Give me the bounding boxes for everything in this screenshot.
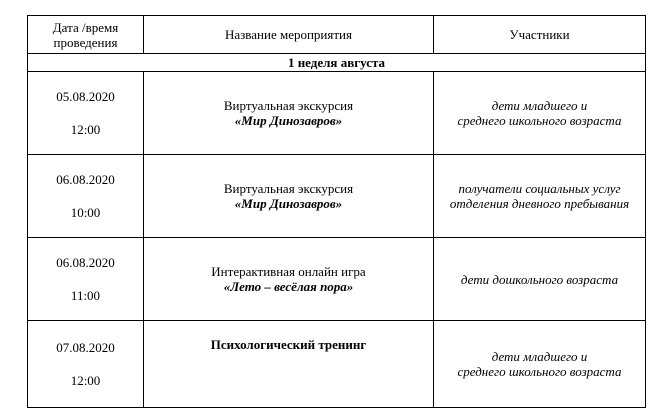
table-row [28, 321, 646, 408]
event-participants-line1: дети младшего и [491, 98, 588, 113]
event-participants-line1: получатели социальных услуг [458, 181, 621, 196]
event-kind: Интерактивная онлайн игра [211, 264, 366, 279]
event-title: «Мир Динозавров» [234, 113, 343, 128]
schedule-table-wrapper [27, 15, 646, 408]
table-row [28, 238, 646, 321]
event-date: 06.08.2020 [56, 172, 115, 187]
schedule-table [27, 15, 646, 408]
header-date-time-line2: проведения [53, 34, 118, 50]
event-participants-line1: дети дошкольного возраста [460, 271, 619, 287]
header-event-name: Название мероприятия [144, 16, 434, 54]
event-time: 11:00 [70, 288, 101, 303]
event-date: 06.08.2020 [56, 255, 115, 270]
event-participants-cell [434, 72, 646, 155]
event-participants-cell [434, 238, 646, 321]
event-date-cell [28, 72, 144, 155]
event-date-cell [28, 321, 144, 408]
event-kind: Виртуальная экскурсия [223, 181, 354, 196]
event-date: 05.08.2020 [56, 89, 115, 104]
event-title: «Мир Динозавров» [234, 196, 343, 211]
event-title: «Лето – весёлая пора» [223, 279, 354, 294]
event-date-cell [28, 155, 144, 238]
event-time: 12:00 [70, 373, 101, 388]
table-header-row [28, 16, 646, 54]
header-participants: Участники [434, 16, 646, 54]
event-participants-line2: среднего школьного возраста [457, 113, 622, 128]
event-date: 07.08.2020 [56, 340, 115, 355]
event-participants-line2: отделения дневного пребывания [449, 196, 630, 211]
event-name-cell [144, 155, 434, 238]
header-date-time [28, 16, 144, 54]
table-row [28, 72, 646, 155]
event-date-cell [28, 238, 144, 321]
event-participants-line1: дети младшего и [491, 349, 588, 364]
event-participants-cell [434, 155, 646, 238]
event-name-cell [144, 238, 434, 321]
table-row [28, 155, 646, 238]
week-row [28, 54, 646, 72]
event-name-cell [144, 72, 434, 155]
event-kind: Виртуальная экскурсия [223, 98, 354, 113]
event-time: 12:00 [70, 122, 101, 137]
event-participants-cell [434, 321, 646, 408]
event-time: 10:00 [70, 205, 101, 220]
header-date-time-line1: Дата /время [52, 19, 119, 35]
event-participants-line2: среднего школьного возраста [457, 364, 622, 379]
event-name-cell [144, 321, 434, 408]
event-title: Психологический тренинг [210, 337, 367, 352]
week-label: 1 неделя августа [28, 54, 646, 72]
